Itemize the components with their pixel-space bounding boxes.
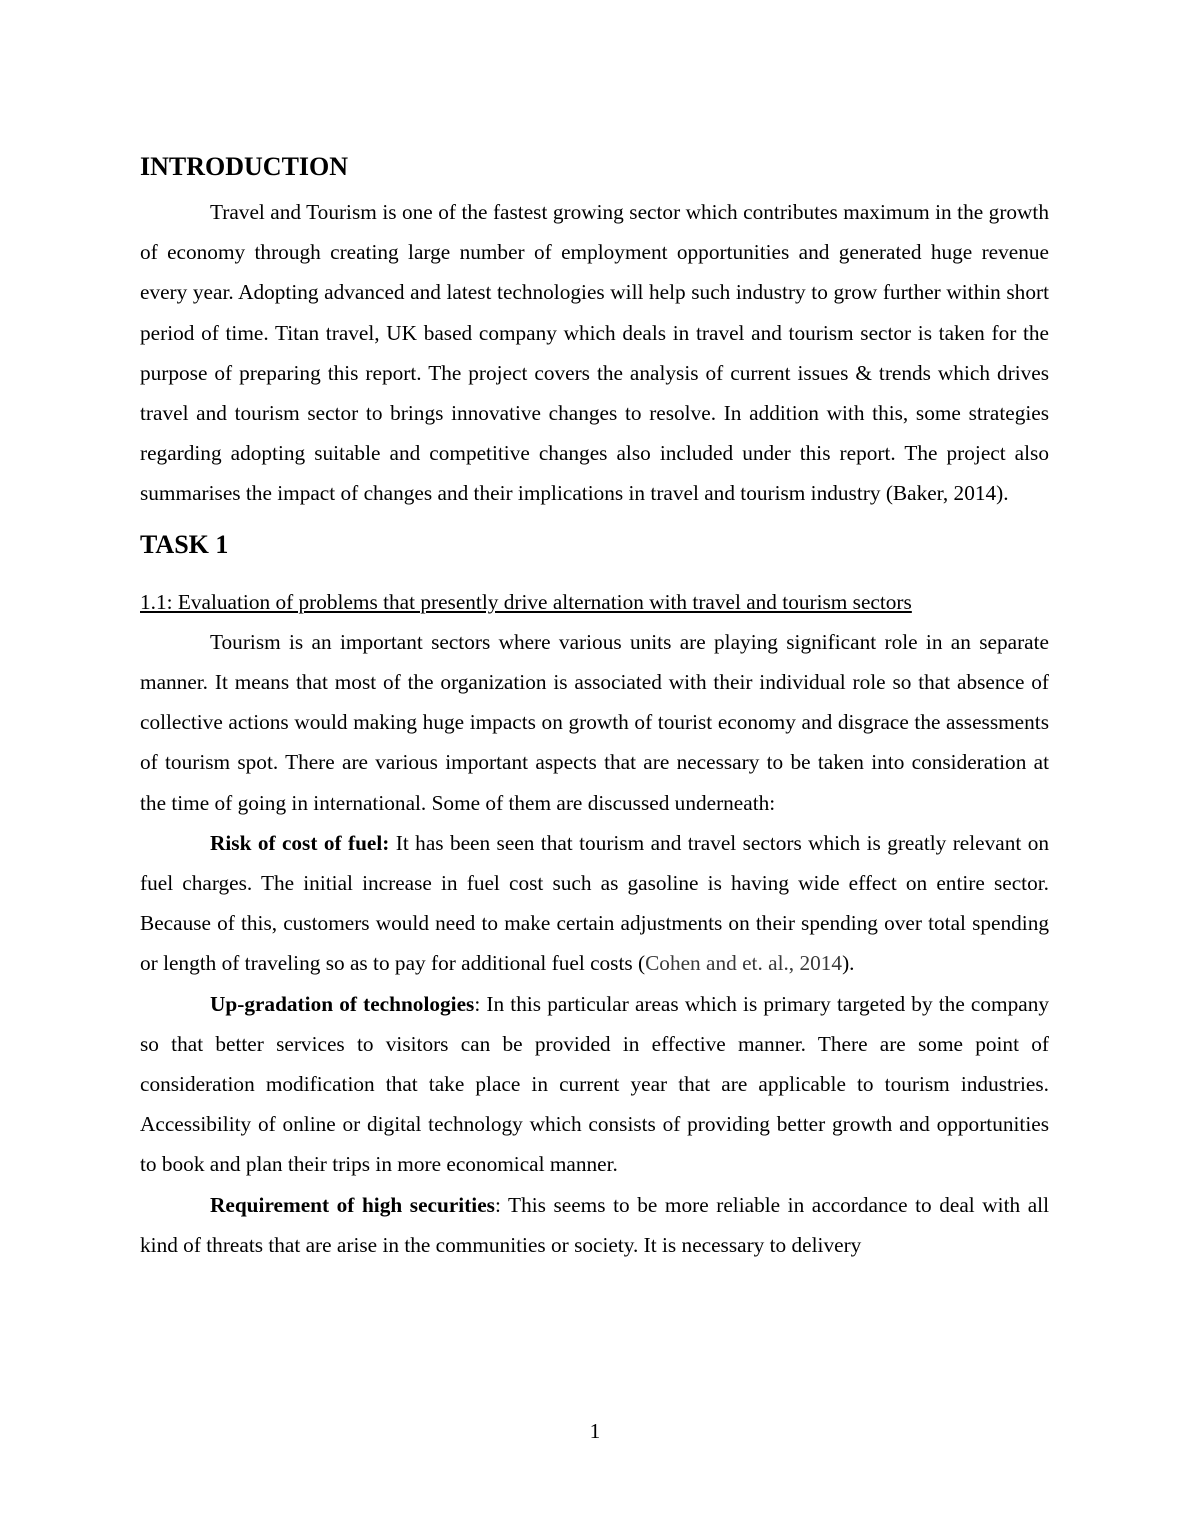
security-label: Requirement of high securities (210, 1192, 495, 1217)
technology-text: : In this particular areas which is primary targeted by the company so that better services to visitors can be provided in effective manner. There are some point of consideration modification that take place in current year that are applicable to tourism industries. Accessibility of online or digital technology which consists of providing better growth and opportunities to book and plan their trips in more economical manner. (140, 991, 1049, 1177)
page-content (140, 150, 1049, 1265)
fuel-cost-citation: Cohen and et. al., 2014 (645, 951, 843, 976)
introduction-heading: INTRODUCTION (140, 152, 349, 181)
security-text: : This seems to be more reliable in accordance to deal with all kind of threats that are arise in the communities or society. It is necessary to delivery (140, 1192, 1049, 1257)
fuel-cost-paragraph (140, 823, 1049, 984)
fuel-cost-label: Risk of cost of fuel: (210, 830, 390, 855)
section-1-1-paragraph: Tourism is an important sectors where various units are playing significant role in an separate manner. It means that most of the organization is associated with their individual role so that absence of collective actions would making huge impacts on growth of tourist economy and disgrace the assessments of tourism spot. There are various important aspects that are necessary to be taken into consideration at the time of going in international. Some of them are discussed underneath: (140, 629, 1049, 815)
fuel-cost-closing: ). (842, 951, 855, 976)
fuel-cost-text: It has been seen that tourism and travel sectors which is greatly relevant on fuel charges. The initial increase in fuel cost such as gasoline is having wide effect on entire sector. Because of this, customers would need to make certain adjustments on their spending over total spending or length of traveling so as to pay for additional fuel costs ( (140, 830, 1049, 976)
technology-label: Up-gradation of technologies (210, 991, 475, 1016)
security-paragraph (140, 1185, 1049, 1265)
page-number: 1 (589, 1419, 601, 1443)
technology-paragraph (140, 984, 1049, 1185)
task-1-heading: TASK 1 (140, 529, 229, 559)
section-1-1-title: 1.1: Evaluation of problems that presently drive alternation with travel and tourism sectors (140, 589, 912, 614)
introduction-paragraph: Travel and Tourism is one of the fastest growing sector which contributes maximum in the growth of economy through creating large number of employment opportunities and generated huge revenue every year. Adopting advanced and latest technologies will help such industry to grow further within short period of time. Titan travel, UK based company which deals in travel and tourism sector is taken for the purpose of preparing this report. The project covers the analysis of current issues & trends which drives travel and tourism sector to brings innovative changes to resolve. In addition with this, some strategies regarding adopting suitable and competitive changes also included under this report. The project also summarises the impact of changes and their implications in travel and tourism industry (Baker, 2014). (140, 200, 1049, 506)
